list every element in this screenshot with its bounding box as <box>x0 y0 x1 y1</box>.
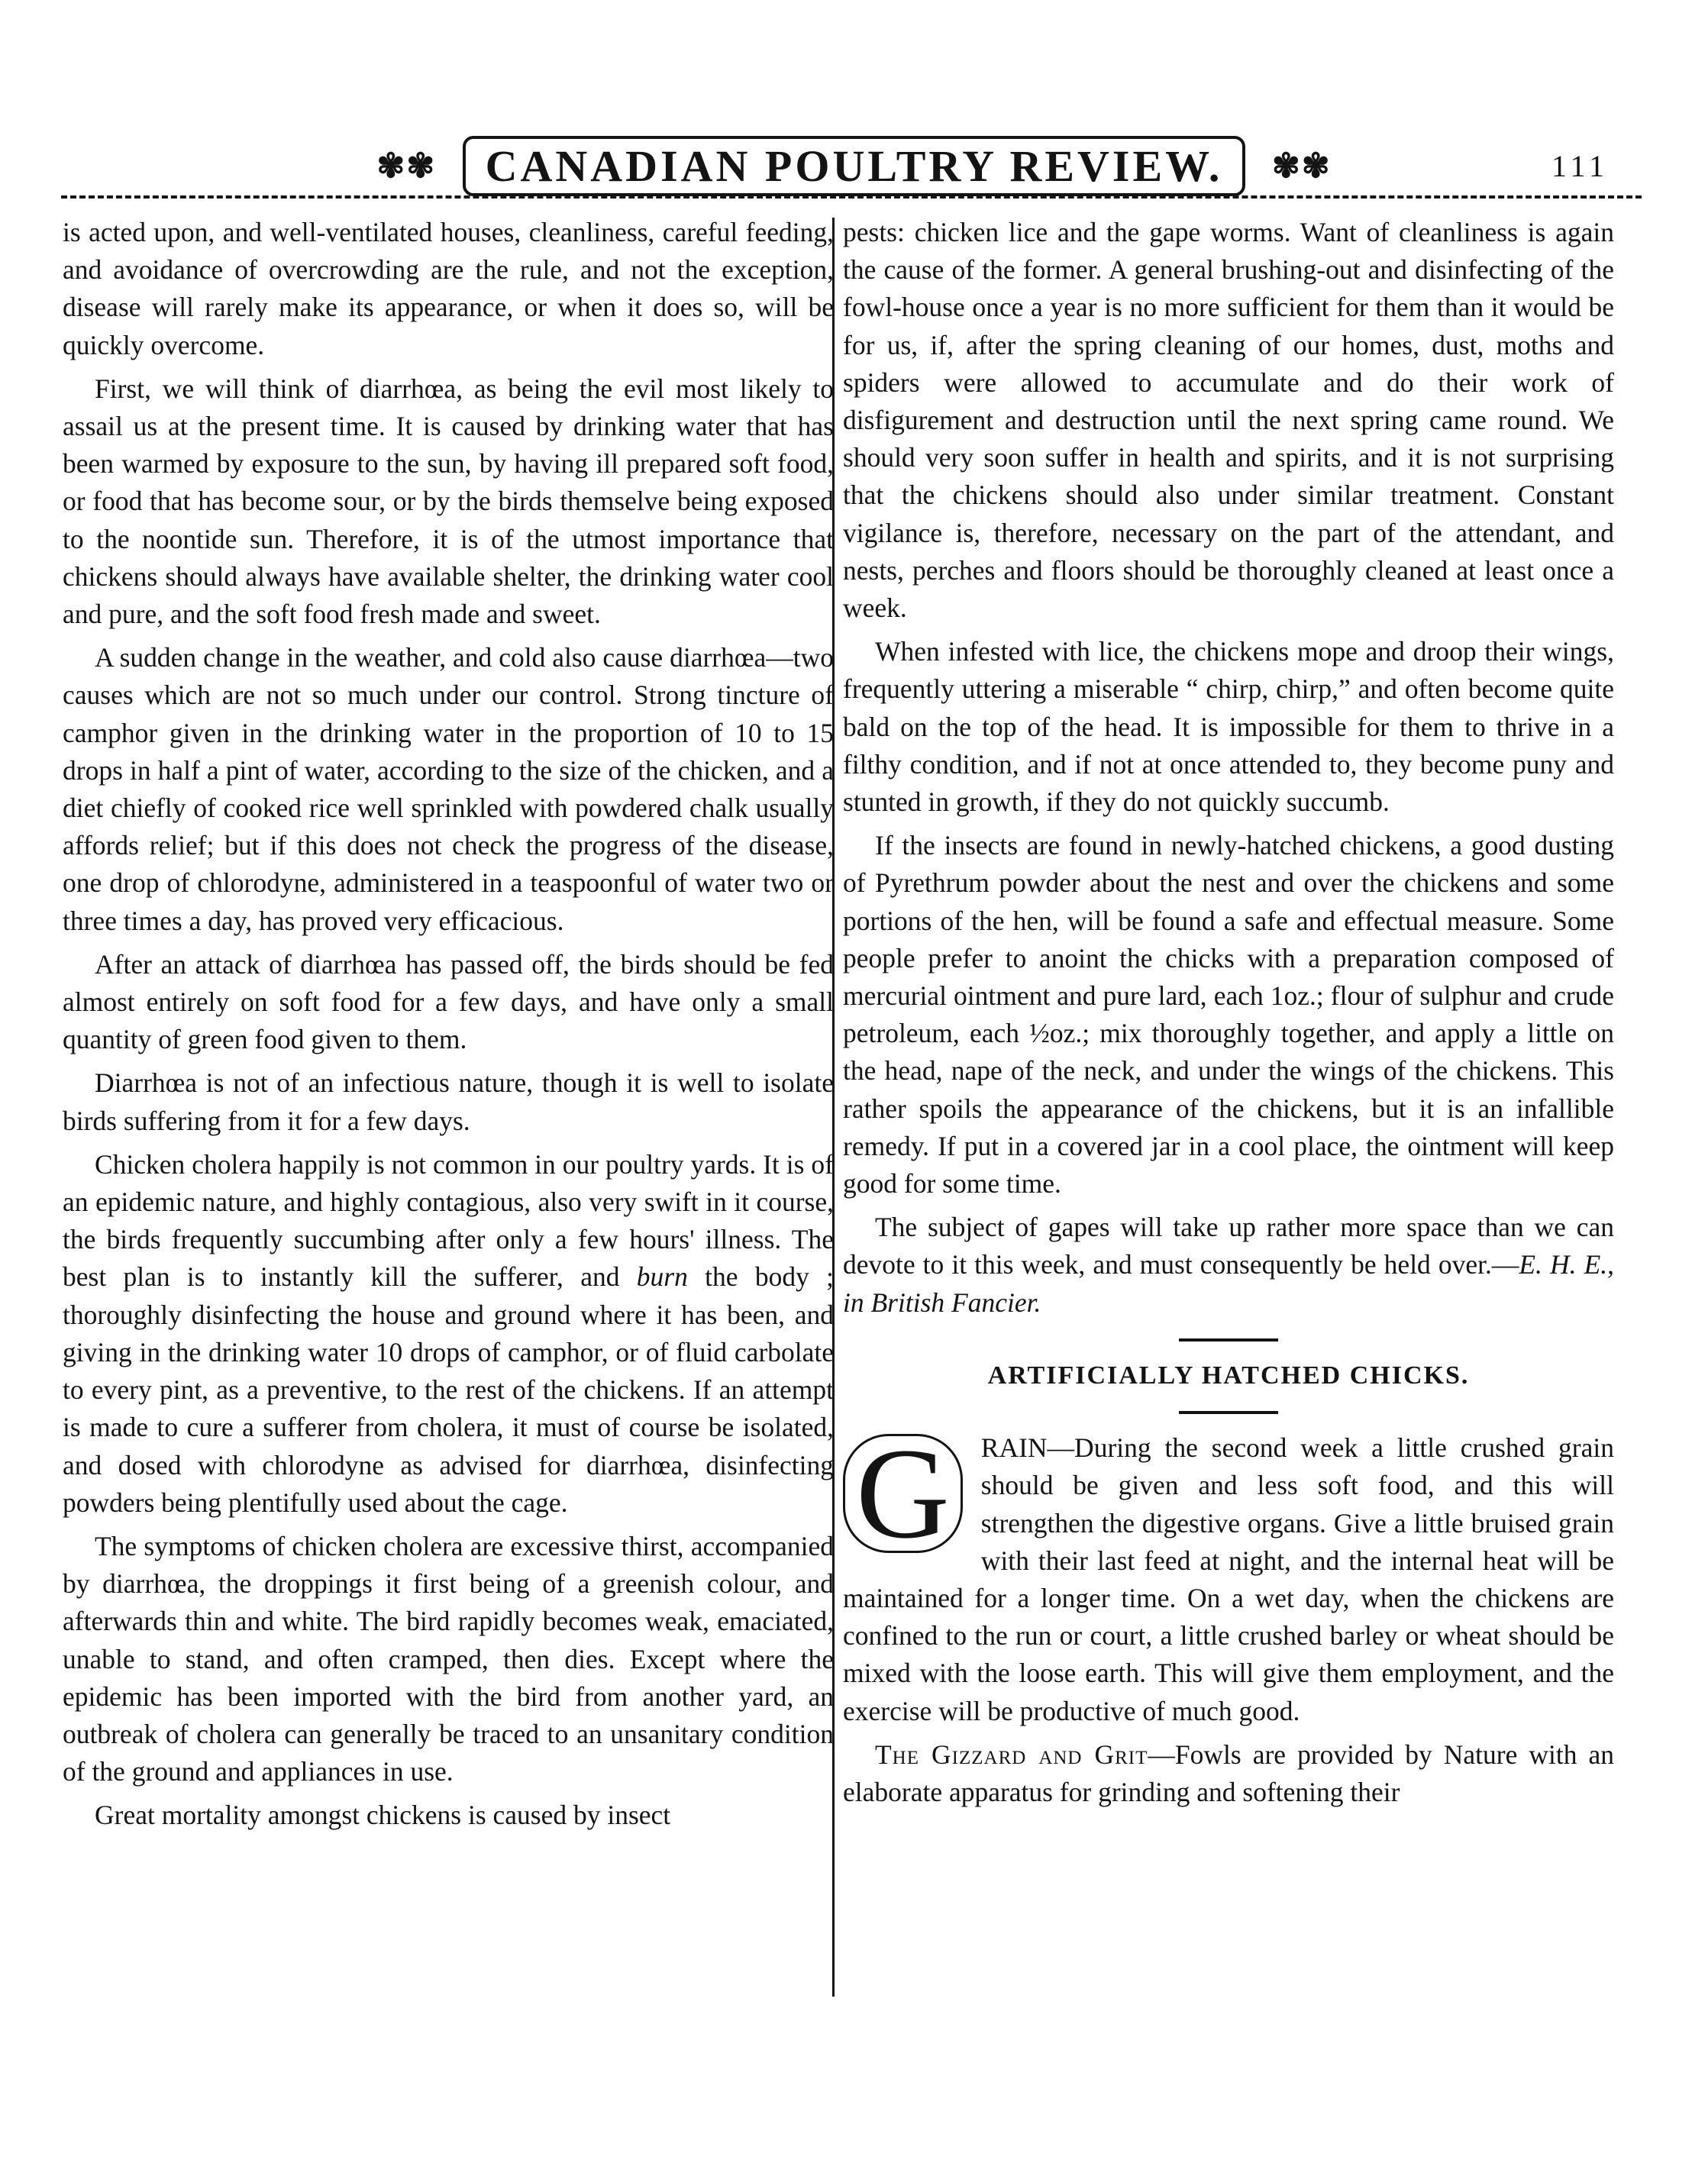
ornament-left-icon: ✾✾ <box>376 147 437 186</box>
paragraph-text: the body ; thoroughly disinfecting the house and ground where it has been, and giving in the drinking water 10 drops of camphor, or of fluid carbolate to every pint, as a preventive, to the rest of the chickens. If an attempt is made to cure a sufferer from cholera, it must of course be isolated, and dosed with chlorodyne as advised for diarrhœa, disinfecting powders being plentifully used about the cage. <box>63 1261 835 1518</box>
paragraph: Great mortality amongst chickens is caused by insect <box>95 1800 671 1831</box>
emphasis: burn <box>636 1261 688 1293</box>
paragraph: First, we will think of diarrhœa, as being the evil most likely to assail us at the present time. It is caused by drinking water that has been warmed by exposure to the sun, by having ill prepared soft food, or food that has become sour, or by the birds themselve being exposed to the noontide sun. Therefore, it is of the utmost importance that chickens should always have available shelter, the drinking water cool and pure, and the soft food fresh made and sweet. <box>63 373 834 630</box>
paragraph <box>843 1736 1614 1811</box>
paragraph <box>63 1146 834 1522</box>
section-rule <box>1179 1338 1278 1342</box>
paragraph: Diarrhœa is not of an infectious nature, though it is well to isolate birds suffering from it for a few days. <box>63 1067 834 1136</box>
paragraph: is acted upon, and well-ventilated houses, cleanliness, careful feeding, and avoidance of overcrowding are the rule, and not the exception, disease will rarely make its appearance, or when it does so, will be quickly overcome. <box>63 217 834 360</box>
drop-cap: G <box>843 1434 963 1553</box>
paragraph <box>843 1422 1614 1730</box>
paragraph-text: —Fowls are provided by Nature with an elaborate apparatus for grinding and softening their <box>843 1739 1614 1807</box>
paragraph: A sudden change in the weather, and cold also cause diarrhœa—two causes which are not so much under our control. Strong tincture of camphor given in the drinking water in the proportion of 10 to 15 drops in half a pint of water, according to the size of the chicken, and a diet chiefly of cooked rice well sprinkled with powdered chalk usually affords relief; but if this does not check the progress of the disease, one drop of chlorodyne, administered in a teaspoonful of water two or three times a day, has proved very efficacious. <box>63 642 834 936</box>
page-number: 111 <box>1551 149 1609 183</box>
left-column <box>63 214 834 1841</box>
section-rule <box>1179 1411 1278 1414</box>
paragraph-text: The subject of gapes will take up rather more space than we can devote to it this week, and must consequently be held over.— <box>843 1212 1614 1280</box>
paragraph-text: RAIN—During the second week a little crushed grain should be given and less soft food, and this will strengthen the digestive organs. Give a little bruised grain with their last feed at night, and the internal heat will be maintained for a longer time. On a wet day, when the chickens are confined to the run or court, a little crushed barley or wheat should be mixed with the loose earth. This will give them employment, and the exercise will be productive of much good. <box>843 1432 1614 1726</box>
paragraph <box>843 1209 1614 1322</box>
attribution: E. H. E., in British Fancier. <box>843 1249 1615 1318</box>
paragraph: After an attack of diarrhœa has passed off, the birds should be fed almost entirely on soft food for a few days, and have only a small quantity of green food given to them. <box>63 948 834 1055</box>
right-column <box>843 214 1614 1817</box>
masthead-title <box>0 136 1708 196</box>
paragraph: pests: chicken lice and the gape worms. Want of cleanliness is again the cause of the former. A general brushing-out and disinfecting of the fowl-house once a year is no more sufficient for them than it would be for us, if, after the spring cleaning of our homes, dust, moths and spiders were allowed to accumulate and do their work of disfigurement and destruction until the next spring came round. We should very soon suffer in health and spirits, and it is not surprising that the chickens should also under similar treatment. Constant vigilance is, therefore, necessary on the part of the attendant, and nests, perches and floors should be thoroughly cleaned at least once a week. <box>843 217 1614 624</box>
paragraph: If the insects are found in newly-hatched chickens, a good dusting of Pyrethrum powder about the nest and over the chickens and some portions of the hen, will be found a safe and effectual measure. Some people prefer to anoint the chicks with a preparation composed of mercurial ointment and pure lard, each 1oz.; flour of sulphur and crude petroleum, each ½oz.; mix thoroughly together, and apply a little on the head, nape of the neck, and under the wings of the chickens. This rather spoils the appearance of the chickens, but it is an infallible remedy. If put in a covered jar in a cool place, the ointment will keep good for some time. <box>843 830 1614 1199</box>
publication-name: CANADIAN POULTRY REVIEW. <box>463 136 1246 196</box>
run-in-heading: The Gizzard and Grit <box>875 1739 1148 1770</box>
paragraph-text: Chicken cholera happily is not common in our poultry yards. It is of an epidemic nature, and highly contagious, also very swift in it course, the birds frequently succumbing after only a few hours' illness. The best plan is to instantly kill the sufferer, and <box>63 1148 834 1293</box>
paragraph: When infested with lice, the chickens mope and droop their wings, frequently uttering a miserable “ chirp, chirp,” and often become quite bald on the top of the head. It is impossible for them to thrive in a filthy condition, and if not at once attended to, they become puny and stunted in growth, if they do not quickly succumb. <box>843 636 1614 818</box>
ornament-right-icon: ✾✾ <box>1271 147 1332 186</box>
masthead-rule <box>61 195 1642 199</box>
section-heading: ARTIFICIALLY HATCHED CHICKS. <box>987 1361 1470 1390</box>
paragraph: The symptoms of chicken cholera are excessive thirst, accompanied by diarrhœa, the droppings it first being of a greenish colour, and afterwards thin and white. The bird rapidly becomes weak, emaciated, unable to stand, and often cramped, then dies. Except where the epidemic has been imported with the bird from another yard, an outbreak of cholera can generally be traced to an unsanitary condition of the ground and appliances in use. <box>63 1530 834 1787</box>
masthead <box>0 122 1708 206</box>
